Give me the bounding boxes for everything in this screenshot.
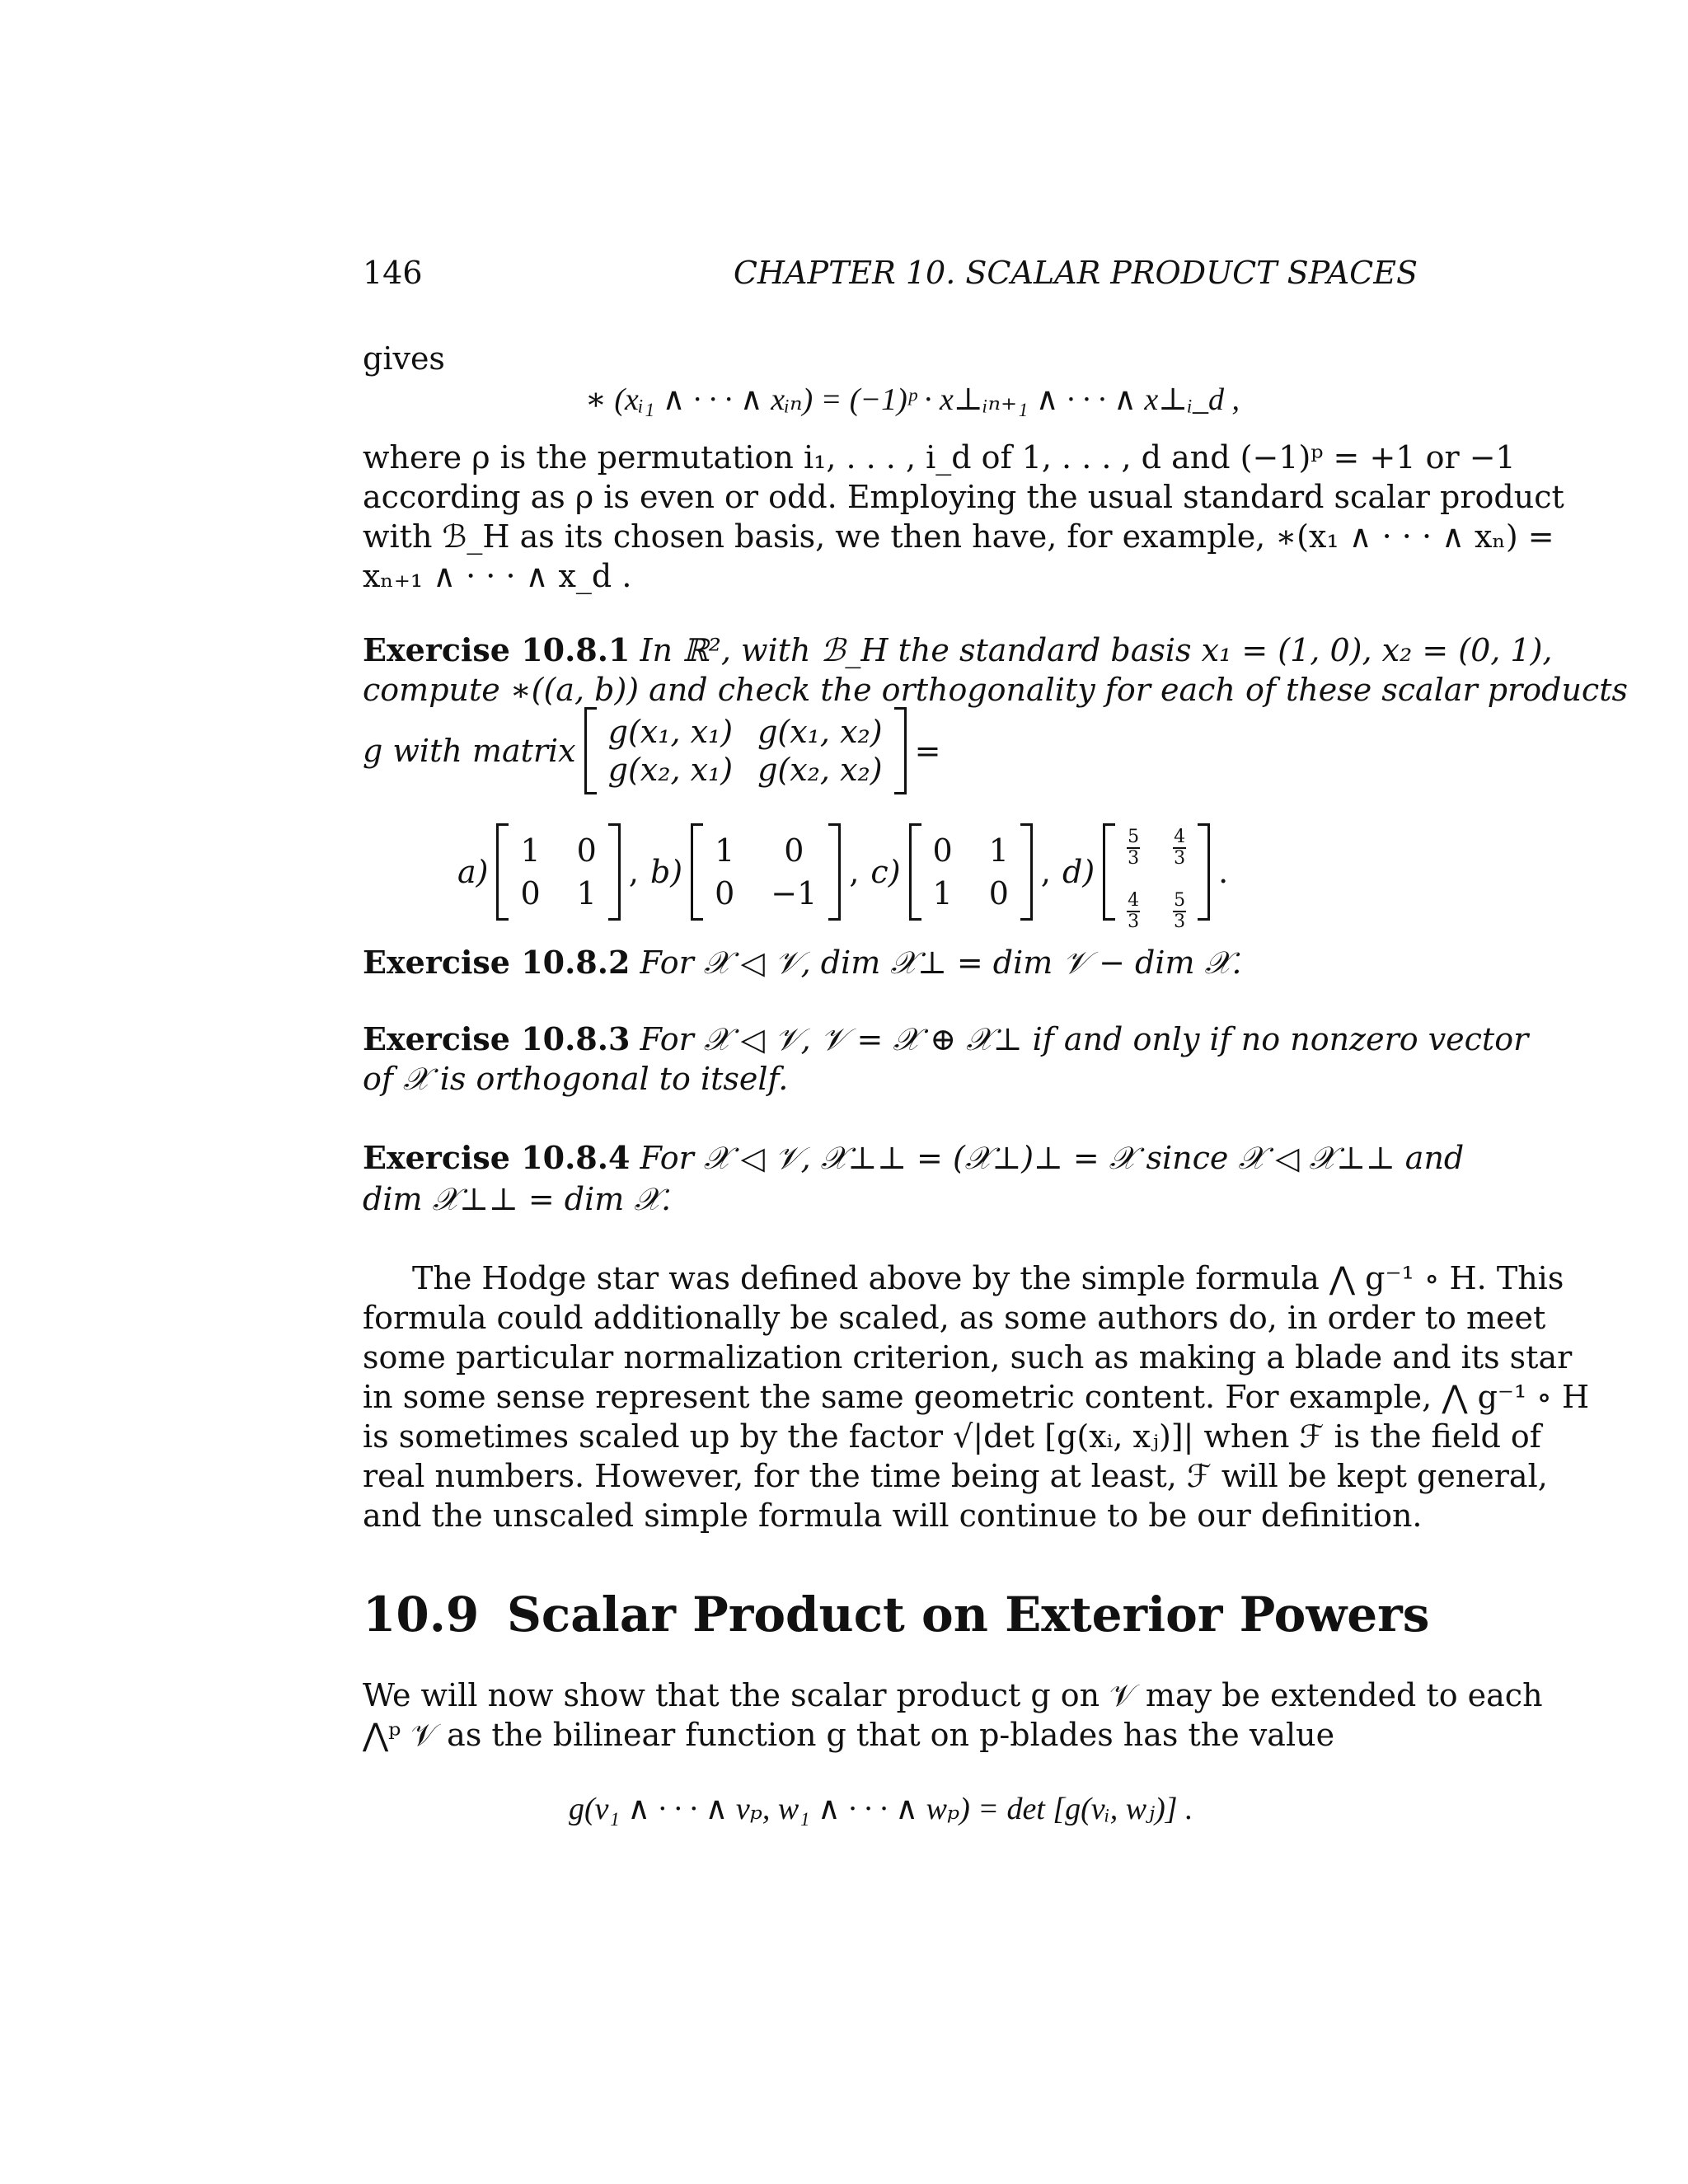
exercise-10-8-2 xyxy=(363,944,1241,982)
bracket-right xyxy=(894,707,907,794)
hodge-paragraph-line-5: is sometimes scaled up by the factor √|det [g(xᵢ, xⱼ)]| when ℱ is the field of xyxy=(363,1418,1541,1455)
exercise-text: For 𝒳 ◁ 𝒱, dim 𝒳⊥ = dim 𝒱 − dim 𝒳. xyxy=(640,944,1242,981)
matrix-cell: 1 xyxy=(988,832,1009,869)
matrix-cell-fraction xyxy=(1173,876,1186,931)
matrix-cell: −1 xyxy=(771,875,818,912)
intro-line-3: with ℬ_H as its chosen basis, we then have, for example, ∗(x₁ ∧ · · · ∧ xₙ) = xyxy=(363,518,1554,555)
matrix-cell: 1 xyxy=(576,875,597,912)
fraction xyxy=(1173,892,1186,931)
matrix-cell: 0 xyxy=(932,832,953,869)
matrix-cell-fraction xyxy=(1173,813,1186,868)
section-number: 10.9 xyxy=(363,1586,480,1643)
matrix-b xyxy=(691,823,841,921)
matrix-c xyxy=(909,823,1033,921)
fraction xyxy=(1173,828,1186,868)
hodge-paragraph-line-4: in some sense represent the same geometric content. For example, ⋀ g⁻¹ ∘ H xyxy=(363,1379,1590,1415)
option-b-label: b) xyxy=(649,854,683,890)
exercise-10-8-3-line-2: of 𝒳 is orthogonal to itself. xyxy=(363,1061,789,1097)
fraction xyxy=(1127,828,1140,868)
exercise-10-8-1-line-1 xyxy=(363,631,1553,669)
gives-text: gives xyxy=(363,340,445,377)
matrix-options: a) 1 0 0 1 , b) 1 0 0 −1 , c) 0 1 1 0 , d) $\frac{5}{3}$ $\frac{4}{3}$ $\frac{4}{3}$ $\frac{5}{3}$ . xyxy=(457,823,1228,921)
matrix-cell: 1 xyxy=(520,832,541,869)
bracket-right xyxy=(828,823,841,921)
g-with-matrix-text: g with matrix xyxy=(363,733,576,769)
matrix-a xyxy=(496,823,620,921)
intro-line-1: where ρ is the permutation i₁, . . . , i_d of 1, . . . , d and (−1)ᵖ = +1 or −1 xyxy=(363,439,1516,476)
intro-line-2: according as ρ is even or odd. Employing the usual standard scalar product xyxy=(363,479,1564,515)
scalar-product-formula: g(v₁ ∧ · · · ∧ vₚ, w₁ ∧ · · · ∧ wₚ) = det [g(vᵢ, wⱼ)] . xyxy=(569,1792,1193,1826)
matrix-cell: g(x₁, x₁) xyxy=(607,714,734,750)
bracket-right xyxy=(1198,823,1210,921)
hodge-paragraph-line-2: formula could additionally be scaled, as some authors do, in order to meet xyxy=(363,1300,1546,1336)
exercise-label: Exercise 10.8.1 xyxy=(363,631,631,668)
hodge-paragraph-line-6: real numbers. However, for the time being at least, ℱ will be kept general, xyxy=(363,1458,1548,1494)
fraction-numerator: 5 xyxy=(1128,827,1140,847)
hodge-paragraph-line-7: and the unscaled simple formula will continue to be our definition. xyxy=(363,1497,1423,1534)
hodge-paragraph-line-3: some particular normalization criterion, such as making a blade and its star xyxy=(363,1339,1573,1376)
bracket-left xyxy=(691,823,703,921)
bracket-left xyxy=(584,707,597,794)
matrix-cell: 0 xyxy=(520,875,541,912)
bracket-left xyxy=(496,823,509,921)
fraction-denominator: 3 xyxy=(1174,848,1186,869)
exercise-label: Exercise 10.8.2 xyxy=(363,944,631,981)
exercise-label: Exercise 10.8.3 xyxy=(363,1020,631,1057)
option-d-label: d) xyxy=(1062,854,1095,890)
bracket-right xyxy=(1020,823,1033,921)
option-c-label: c) xyxy=(870,854,901,890)
exercise-10-8-1-line-3 xyxy=(363,707,940,794)
matrix-cell: g(x₂, x₂) xyxy=(757,752,883,788)
fraction-numerator: 5 xyxy=(1174,890,1186,911)
hodge-paragraph-line-1: The Hodge star was defined above by the simple formula ⋀ g⁻¹ ∘ H. This xyxy=(412,1260,1564,1296)
matrix-cell: 0 xyxy=(988,875,1009,912)
fraction-numerator: 4 xyxy=(1174,827,1186,847)
section-paragraph-line-2: ⋀ᵖ 𝒱 as the bilinear function g that on p-blades has the value xyxy=(363,1717,1335,1753)
section-heading xyxy=(363,1586,1429,1643)
fraction xyxy=(1127,892,1140,931)
exercise-10-8-4-line-1 xyxy=(363,1139,1464,1177)
fraction-denominator: 3 xyxy=(1128,848,1140,869)
page-number: 146 xyxy=(363,255,423,291)
fraction-numerator: 4 xyxy=(1128,890,1140,911)
bracket-right xyxy=(608,823,621,921)
bracket-left xyxy=(1103,823,1115,921)
matrix-cell: 1 xyxy=(932,875,953,912)
matrix-d xyxy=(1103,813,1210,931)
exercise-text: In ℝ², with ℬ_H the standard basis x₁ = (1, 0), x₂ = (0, 1), xyxy=(640,632,1553,668)
matrix-cell: 0 xyxy=(576,832,597,869)
exercise-10-8-3-line-1 xyxy=(363,1020,1528,1058)
section-paragraph-line-1: We will now show that the scalar product g on 𝒱 may be extended to each xyxy=(363,1677,1543,1713)
exercise-10-8-4-line-2: dim 𝒳⊥⊥ = dim 𝒳. xyxy=(363,1181,672,1217)
option-a-label: a) xyxy=(457,854,489,890)
matrix-cell-fraction xyxy=(1127,876,1140,931)
matrix-cell-fraction xyxy=(1127,813,1140,868)
hodge-star-formula: ∗ (xᵢ₁ ∧ · · · ∧ xᵢₙ) = (−1)ᵖ · x⊥ᵢₙ₊₁ ∧ · · · ∧ x⊥ᵢ_d , xyxy=(585,382,1240,417)
equals-sign: = xyxy=(914,733,941,769)
section-title: Scalar Product on Exterior Powers xyxy=(507,1586,1430,1643)
matrix-cell: 1 xyxy=(715,832,735,869)
fraction-denominator: 3 xyxy=(1174,912,1186,932)
bracket-left xyxy=(909,823,921,921)
g-matrix xyxy=(584,707,907,794)
fraction-denominator: 3 xyxy=(1128,912,1140,932)
intro-line-4: xₙ₊₁ ∧ · · · ∧ x_d . xyxy=(363,558,632,594)
exercise-10-8-1-line-2: compute ∗((a, b)) and check the orthogonality for each of these scalar products xyxy=(363,672,1628,708)
exercise-label: Exercise 10.8.4 xyxy=(363,1139,631,1176)
matrix-cell: 0 xyxy=(715,875,735,912)
matrix-cell: g(x₂, x₁) xyxy=(607,752,734,788)
exercise-text: For 𝒳 ◁ 𝒱, 𝒳⊥⊥ = (𝒳⊥)⊥ = 𝒳 since 𝒳 ◁ 𝒳⊥⊥ and xyxy=(640,1140,1465,1176)
chapter-title: CHAPTER 10. SCALAR PRODUCT SPACES xyxy=(733,255,1418,291)
exercise-text: For 𝒳 ◁ 𝒱, 𝒱 = 𝒳 ⊕ 𝒳⊥ if and only if no nonzero vector xyxy=(640,1021,1529,1057)
matrix-cell: 0 xyxy=(784,832,804,869)
matrix-cell: g(x₁, x₂) xyxy=(757,714,883,750)
